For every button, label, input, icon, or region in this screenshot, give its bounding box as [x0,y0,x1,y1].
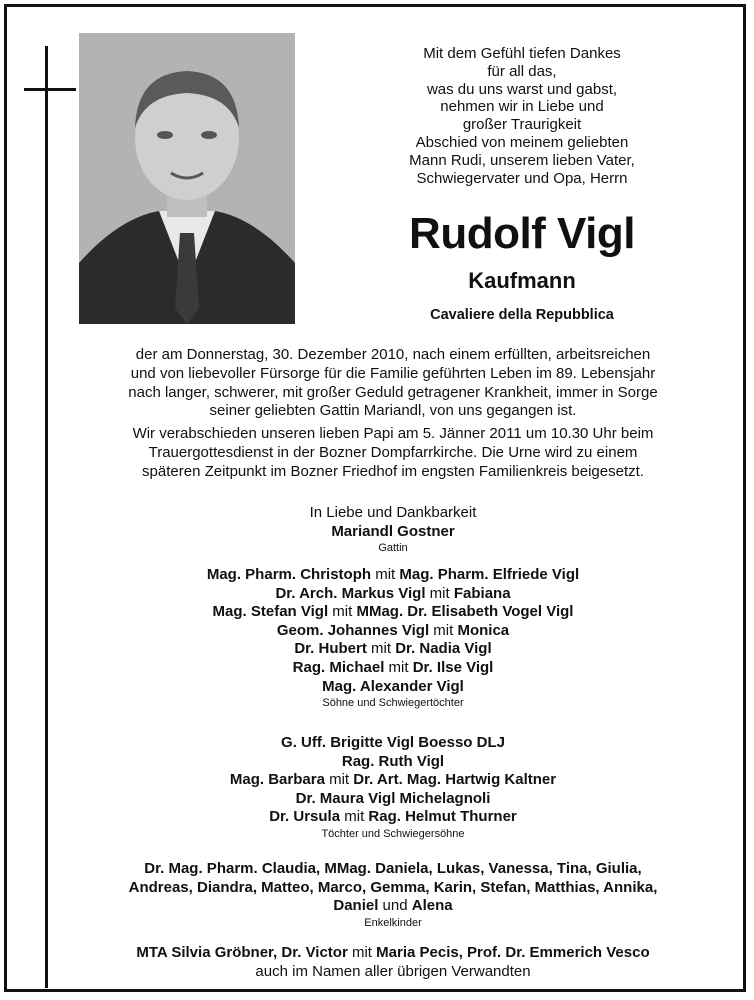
intro-line: Mann Rudi, unserem lieben Vater, [409,151,635,169]
mourner-line: Mag. Stefan Vigl mit MMag. Dr. Elisabeth Vogel Vigl [212,603,574,621]
closing-line: In Liebe und Dankbarkeit [309,504,477,521]
mourner-line: Rag. Michael mit Dr. Ilse Vigl [292,658,494,676]
honor-title: Cavaliere della Repubblica [430,307,614,323]
paragraph-line: seiner geliebten Gattin Mariandl, von uns gegangen ist. [209,402,577,420]
mourner-line: Dr. Maura Vigl Michelagnoli [295,789,491,807]
spouse-block [60,504,726,555]
mourner-line: Dr. Arch. Markus Vigl mit Fabiana [275,584,511,602]
grandchildren-role: Enkelkinder [364,916,422,929]
intro-line: nehmen wir in Liebe und [440,98,604,116]
paragraph-line: Wir verabschieden unseren lieben Papi am 5. Jänner 2011 um 10.30 Uhr beim [132,425,654,442]
sons-block [60,566,726,710]
grandchildren-block [60,860,726,930]
spouse-name: Mariandl Gostner [331,522,455,540]
mourner-line: Andreas, Diandra, Matteo, Marco, Gemma, Karin, Stefan, Matthias, Annika, [128,878,658,896]
mourner-line: Dr. Hubert mit Dr. Nadia Vigl [294,640,492,658]
mourner-line: Mag. Pharm. Christoph mit Mag. Pharm. Elfriede Vigl [206,566,580,583]
mourner-line: Mag. Barbara mit Dr. Art. Mag. Hartwig Kaltner [229,771,557,789]
sons-role: Söhne und Schwiegertöchter [322,697,464,710]
mourner-line: Dr. Mag. Pharm. Claudia, MMag. Daniela, Lukas, Vanessa, Tina, Giulia, [144,860,642,877]
intro-line: was du uns warst und gabst, [426,80,618,98]
cross-horizontal-bar [24,88,76,91]
deceased-name: Rudolf Vigl [409,209,635,258]
intro-line: großer Traurigkeit [462,116,582,134]
intro-line: Mit dem Gefühl tiefen Dankes [423,45,621,62]
mourner-line: Geom. Johannes Vigl mit Monica [276,621,510,639]
mourner-line: Mag. Alexander Vigl [322,677,464,695]
occupation: Kaufmann [468,268,576,293]
mourner-line: Daniel und Alena [333,897,453,915]
intro-line: Schwiegervater und Opa, Herrn [416,169,628,187]
paragraph-line: der am Donnerstag, 30. Dezember 2010, nach einem erfüllten, arbeitsreichen [135,346,651,363]
portrait-photo [79,33,295,324]
paragraph-line: und von liebevoller Fürsorge für die Familie geführten Leben im 89. Lebensjahr [130,364,656,382]
paragraph-line: nach langer, schwerer, mit großer Geduld getragener Krankheit, immer in Sorge [128,383,658,401]
funeral-paragraph [60,425,726,481]
intro-line: für all das, [487,62,557,80]
paragraph-line: Trauergottesdienst in der Bozner Dompfarrkirche. Die Urne wird zu einem [148,443,638,461]
intro-text [372,45,672,187]
daughters-block [60,734,726,841]
mourner-line: G. Uff. Brigitte Vigl Boesso DLJ [281,734,505,751]
others-block [60,944,726,981]
cross-vertical-bar [45,46,48,988]
spouse-role: Gattin [378,542,408,555]
paragraph-line: späteren Zeitpunkt im Bozner Friedhof im engsten Familienkreis beigesetzt. [142,462,644,480]
daughters-role: Töchter und Schwiegersöhne [321,827,465,840]
mourner-line: Rag. Ruth Vigl [341,752,445,770]
relatives-note: auch im Namen aller übrigen Verwandten [255,962,531,980]
death-paragraph [60,346,726,421]
mourner-line: Dr. Ursula mit Rag. Helmut Thurner [269,808,517,826]
intro-line: Abschied von meinem geliebten [415,133,629,151]
mourner-line: MTA Silvia Gröbner, Dr. Victor mit Maria Pecis, Prof. Dr. Emmerich Vesco [136,944,650,961]
